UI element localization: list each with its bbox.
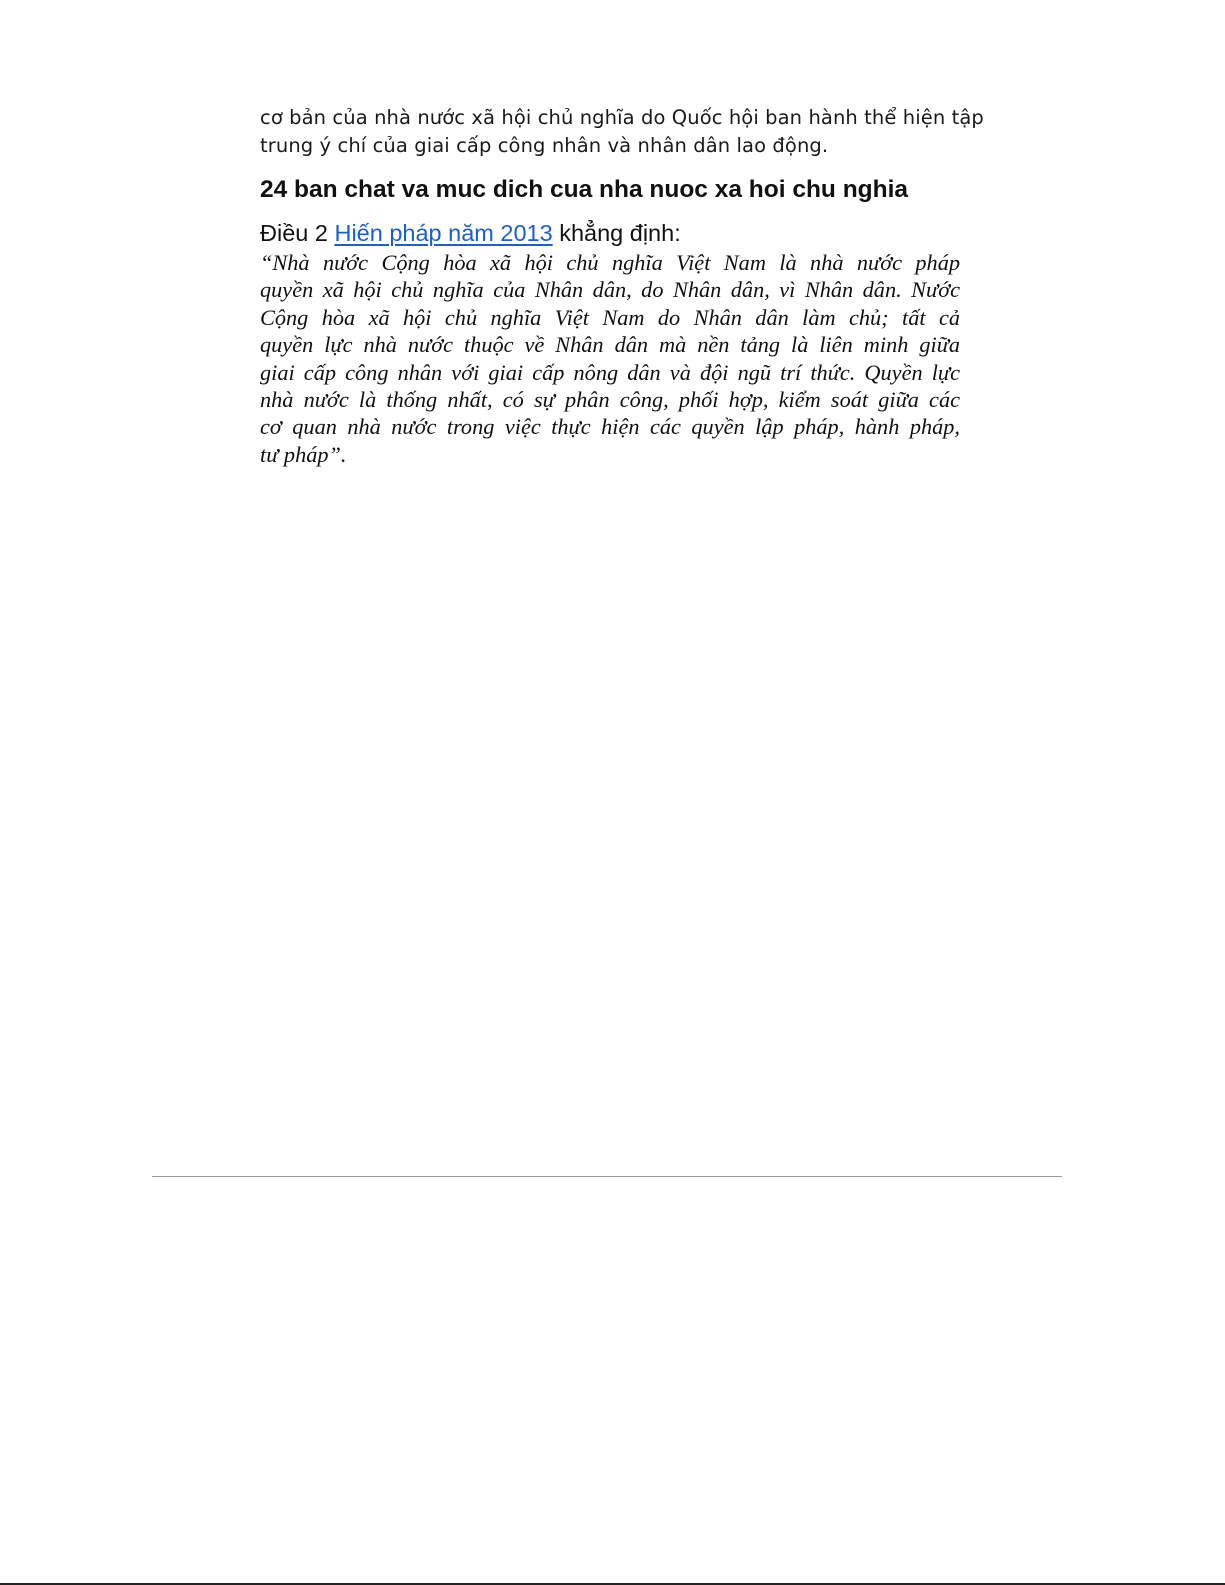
intro-line: cơ bản của nhà nước xã hội chủ nghĩa do Quốc hội ban hành thể hiện tập [260, 106, 984, 129]
constitution-quote [260, 249, 960, 468]
intro-line: trung ý chí của giai cấp công nhân và nhân dân lao động. [260, 134, 829, 157]
quote-line: giai cấp công nhân với giai cấp nông dân và đội ngũ trí thức. Quyền lực [260, 359, 960, 385]
intro-paragraph [260, 104, 1020, 160]
quote-line: Cộng hòa xã hội chủ nghĩa Việt Nam do Nhân dân làm chủ; tất cả [260, 304, 960, 330]
constitution-link[interactable]: Hiến pháp năm 2013 [334, 220, 553, 246]
article-prefix: Điều 2 [260, 220, 335, 246]
article-suffix: khẳng định: [552, 220, 681, 246]
quote-line: cơ quan nhà nước trong việc thực hiện các quyền lập pháp, hành pháp, [260, 414, 960, 440]
section-heading: 24 ban chat va muc dich cua nha nuoc xa hoi chu nghia [260, 176, 909, 203]
quote-line: quyền xã hội chủ nghĩa của Nhân dân, do Nhân dân, vì Nhân dân. Nước [260, 277, 960, 303]
quote-line: tư pháp”. [260, 441, 347, 467]
quote-line: “Nhà nước Cộng hòa xã hội chủ nghĩa Việt Nam là nhà nước pháp [260, 250, 960, 275]
page-content [260, 104, 1020, 468]
article-reference [260, 218, 1020, 248]
page-break-divider [152, 1176, 1062, 1177]
quote-line: nhà nước là thống nhất, có sự phân công, phối hợp, kiểm soát giữa các [260, 387, 960, 413]
quote-line: quyền lực nhà nước thuộc về Nhân dân mà nền tảng là liên minh giữa [260, 332, 960, 358]
